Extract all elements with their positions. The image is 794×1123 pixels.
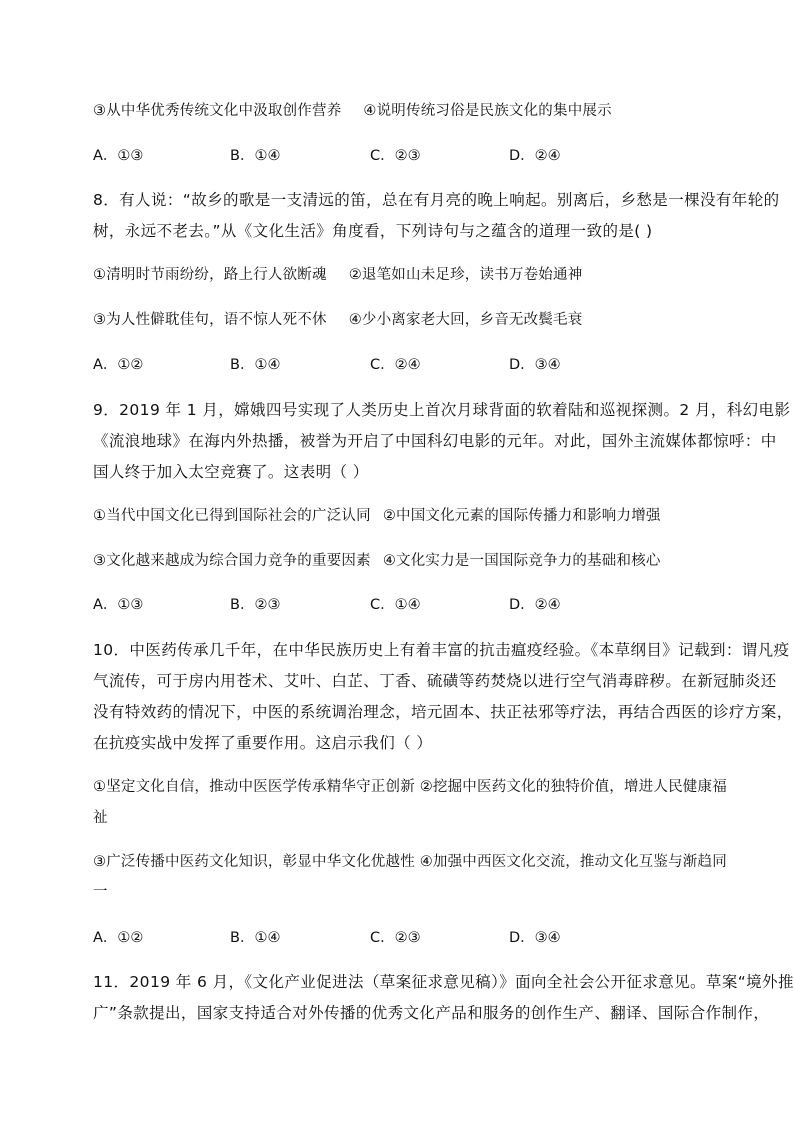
q10-statement-line-1: ①坚定文化自信，推动中医医学传承精华守正创新 ②挖掘中医药文化的独特价值，增进人民健康福: [93, 779, 727, 795]
q9-stem-line-1: 9．2019 年 1 月，嫦娥四号实现了人类历史上首次月球背面的软着陆和巡视探测。2 月，科幻电影: [93, 401, 791, 419]
q10-option-a: A．①②: [93, 930, 144, 946]
q8-stem-line-2: 树，永远不老去。”从《文化生活》角度看，下列诗句与之蕴含的道理一致的是( ): [93, 222, 653, 240]
q9-statement-3: ③文化越来越成为综合国力竞争的重要因素: [93, 553, 371, 569]
q9-statement-2: ②中国文化元素的国际传播力和影响力增强: [382, 508, 661, 524]
q9-statement-4: ④文化实力是一国国际竞争力的基础和核心: [382, 553, 661, 569]
q10-stem-line-1: 10．中医药传承几千年，在中华民族历史上有着丰富的抗击瘟疫经验。《本草纲目》记载到：谓凡疫: [93, 641, 790, 659]
q7-option-d: D．②④: [509, 148, 561, 164]
q8-statement-2: ②退笔如山未足珍，读书万卷始通神: [348, 267, 583, 283]
q8-statement-1: ①清明时节雨纷纷，路上行人欲断魂: [93, 267, 327, 283]
q9-option-b: B．②③: [230, 597, 281, 613]
q9-stem-line-3: 国人终于加入太空竞赛了。这表明（ ）: [93, 463, 369, 481]
q11-stem-line-1: 11．2019 年 6 月，《文化产业促进法（草案征求意见稿）》面向全社会公开征求意见。草案“境外推: [93, 973, 794, 991]
q9-option-c: C．①④: [370, 597, 421, 613]
q8-option-d: D．③④: [509, 357, 561, 373]
q11-stem-line-2: 广”条款提出，国家支持适合对外传播的优秀文化产品和服务的创作生产、翻译、国际合作制作，: [93, 1004, 770, 1022]
q7-option-b: B．①④: [230, 148, 281, 164]
q8-option-c: C．②④: [370, 357, 421, 373]
q7-statement-3: ③从中华优秀传统文化中汲取创作营养: [93, 103, 342, 119]
q10-statement-line-3: ③广泛传播中医药文化知识，彰显中华文化优越性 ④加强中西医文化交流，推动文化互鉴与渐趋同: [93, 854, 727, 870]
q9-statements-row-1: [93, 506, 661, 526]
q10-stem-line-3: 没有特效药的情况下，中医的系统调治理念，培元固本、扶正祛邪等疗法，再结合西医的诊疗方案，: [93, 703, 793, 721]
q7-option-a: A．①③: [93, 148, 144, 164]
q9-option-d: D．②④: [509, 597, 561, 613]
q9-stem-line-2: 《流浪地球》在海内外热播，被誉为开启了中国科幻电影的元年。对此，国外主流媒体都惊呼：中: [93, 432, 777, 450]
q8-option-a: A．①②: [93, 357, 144, 373]
q10-statement-line-4: 一: [93, 884, 108, 900]
q8-option-b: B．①④: [230, 357, 281, 373]
q7-statements-row-2: [93, 101, 612, 121]
q10-option-c: C．②③: [370, 930, 421, 946]
q8-statement-3: ③为人性僻耽佳句，语不惊人死不休: [93, 312, 327, 328]
q9-statements-row-2: [93, 551, 661, 571]
q8-statements-row-2: [93, 310, 582, 330]
q10-option-d: D．③④: [509, 930, 561, 946]
q7-option-c: C．②③: [370, 148, 421, 164]
q8-statements-row-1: [93, 265, 582, 285]
q10-stem-line-2: 气流传，可于房内用苍术、艾叶、白芷、丁香、硫磺等药焚烧以进行空气消毒辟秽。在新冠肺炎还: [93, 672, 777, 690]
q10-option-b: B．①④: [230, 930, 281, 946]
q10-stem-line-4: 在抗疫实战中发挥了重要作用。这启示我们（ ）: [93, 734, 433, 752]
q9-option-a: A．①③: [93, 597, 144, 613]
q8-statement-4: ④少小离家老大回，乡音无改鬓毛衰: [348, 312, 583, 328]
q9-statement-1: ①当代中国文化已得到国际社会的广泛认同: [93, 508, 371, 524]
q7-statement-4: ④说明传统习俗是民族文化的集中展示: [363, 103, 612, 119]
q10-statement-line-2: 祉: [93, 810, 108, 826]
q8-stem-line-1: 8．有人说：“故乡的歌是一支清远的笛，总在有月亮的晚上响起。别离后，乡愁是一棵没有年轮的: [93, 191, 780, 209]
